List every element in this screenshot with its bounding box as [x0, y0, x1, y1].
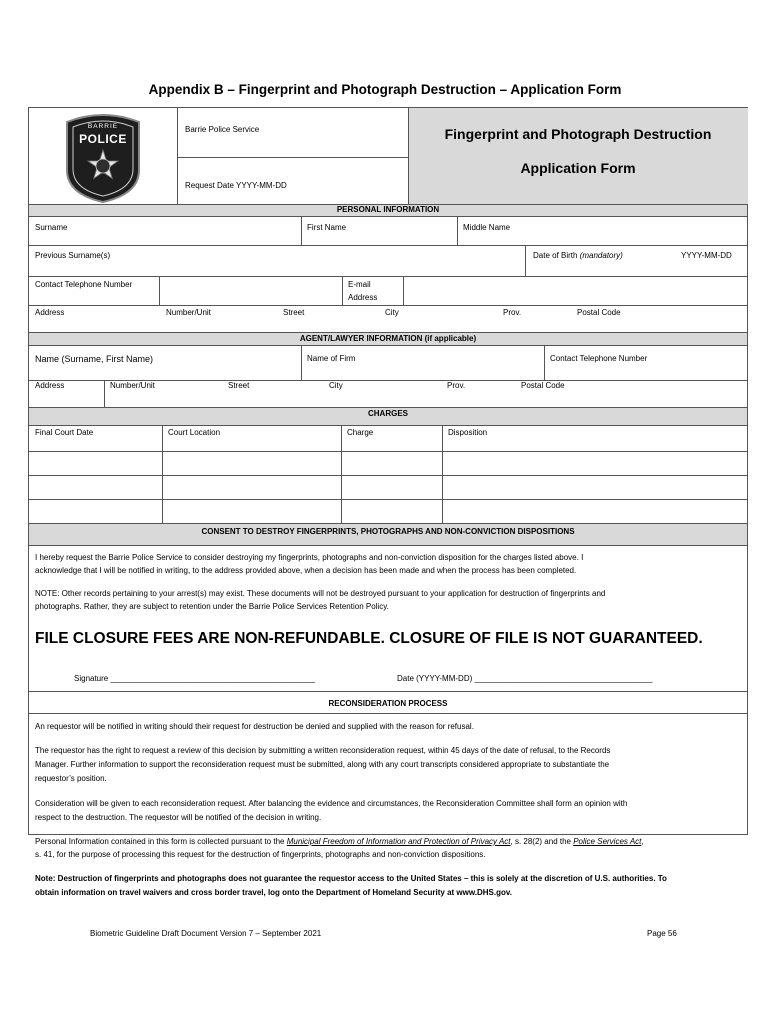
number-unit-label: Number/Unit: [166, 308, 211, 317]
privacy-text-1: Personal Information contained in this form is collected pursuant to the: [35, 837, 287, 846]
request-date-label: Request Date YYYY-MM-DD: [185, 181, 287, 190]
email-label-line2: Address: [348, 293, 378, 302]
postal-code-label: Postal Code: [577, 308, 621, 317]
email-label-line1[interactable]: E-mail: [348, 280, 371, 289]
service-name: Barrie Police Service: [185, 125, 260, 134]
signature-date-line[interactable]: Date (YYYY-MM-DD) ________________________________________: [397, 674, 653, 683]
reconsideration-p2-line3: requestor’s position.: [35, 774, 107, 783]
date-of-birth-label[interactable]: [533, 251, 623, 261]
agent-street-label: Street: [228, 381, 250, 390]
privacy-text-3: ,: [641, 837, 644, 846]
agent-name-label[interactable]: Name (Surname, First Name): [35, 354, 154, 364]
badge-main-text: POLICE: [79, 132, 127, 146]
police-services-act-link: Police Services Act: [573, 837, 642, 846]
note-paragraph-line2: photographs. Rather, they are subject to retention under the Barrie Police Services Retention Policy.: [35, 602, 389, 611]
final-court-date-column: Final Court Date: [35, 428, 94, 437]
middle-name-label[interactable]: Middle Name: [463, 223, 511, 232]
agent-prov-label: Prov.: [447, 381, 466, 390]
footer-page-number: Page 56: [647, 929, 677, 938]
badge-top-text: BARRIE: [87, 123, 119, 130]
first-name-label[interactable]: First Name: [307, 223, 347, 232]
fees-warning: FILE CLOSURE FEES ARE NON-REFUNDABLE. CLOSURE OF FILE IS NOT GUARANTEED.: [35, 630, 703, 647]
us-travel-note-line2: obtain information on travel waivers and cross border travel, log onto the Department of Homeland Security at www.DHS.gov.: [35, 888, 512, 897]
charges-row-2[interactable]: [29, 476, 747, 499]
reconsideration-p2-line1: The requestor has the right to request a review of this decision by submitting a written reconsideration request, within 45 days of the date of refusal, to the Records: [35, 746, 611, 755]
personal-info-heading: PERSONAL INFORMATION: [336, 205, 440, 214]
phone-label[interactable]: Contact Telephone Number: [35, 280, 133, 289]
form-title-line2: Application Form: [520, 160, 636, 176]
agent-address-label[interactable]: Address: [35, 381, 65, 390]
reconsideration-p3-line2: respect to the destruction. The requestor will be notified of the decision in writing.: [35, 813, 322, 822]
street-label: Street: [283, 308, 305, 317]
prov-label: Prov.: [503, 308, 522, 317]
footer-version: Biometric Guideline Draft Document Version 7 – September 2021: [90, 929, 322, 938]
dob-mandatory-note: (mandatory): [579, 251, 623, 260]
privacy-text-2: , s. 28(2) and the: [510, 837, 574, 846]
reconsideration-heading: RECONSIDERATION PROCESS: [328, 699, 448, 708]
court-location-column: Court Location: [168, 428, 221, 437]
reconsideration-p3-line1: Consideration will be given to each reconsideration request. After balancing the evidence and circumstances, the Reconsideration Committee shall form an opinion with: [35, 799, 628, 808]
signature-line[interactable]: Signature ______________________________________________: [74, 674, 316, 683]
form-title-line1: Fingerprint and Photograph Destruction: [444, 126, 712, 142]
charges-row-3[interactable]: [29, 500, 747, 523]
us-travel-note-line1: Note: Destruction of fingerprints and photographs does not guarantee the requestor access to the United States – this is solely at the discretion of U.S. authorities. To: [35, 874, 667, 883]
note-paragraph-line1: NOTE: Other records pertaining to your arrest(s) may exist. These documents will not be destroyed pursuant to your application for destruction of fingerprints and: [35, 589, 606, 598]
police-badge-logo: [59, 112, 147, 204]
agent-city-label: City: [329, 381, 343, 390]
reconsideration-p2-line2: Manager. Further information to support the reconsideration request must be submitted, along with any court transcripts considered appropriate to substantiate the: [35, 760, 610, 769]
previous-surnames-label[interactable]: Previous Surname(s): [35, 251, 111, 260]
disposition-column: Disposition: [448, 428, 488, 437]
agent-postal-label: Postal Code: [521, 381, 565, 390]
consent-paragraph-line2: acknowledge that I will be notified in writing, to the address provided above, when a decision has been made and when the process has been completed.: [35, 566, 577, 575]
consent-heading: CONSENT TO DESTROY FINGERPRINTS, PHOTOGRAPHS AND NON-CONVICTION DISPOSITIONS: [201, 527, 575, 536]
agent-number-unit-label: Number/Unit: [110, 381, 155, 390]
surname-label[interactable]: Surname: [35, 223, 68, 232]
privacy-statement-line2: s. 41, for the purpose of processing this request for the destruction of fingerprints, photographs and non-conviction dispositions.: [35, 850, 486, 859]
mfippa-act-link: Municipal Freedom of Information and Protection of Privacy Act: [286, 837, 511, 846]
firm-name-label[interactable]: Name of Firm: [307, 354, 356, 363]
consent-paragraph-line1: I hereby request the Barrie Police Service to consider destroying my fingerprints, photographs and non-conviction disposition for the charges listed above. I: [35, 553, 584, 562]
dob-format-label: YYYY-MM-DD: [681, 251, 732, 260]
reconsideration-p1: An requestor will be notified in writing should their request for destruction be denied and supplied with the reason for refusal.: [35, 722, 474, 731]
charges-heading: CHARGES: [367, 409, 408, 418]
charge-column: Charge: [347, 428, 374, 437]
city-label: City: [385, 308, 399, 317]
agent-info-heading: AGENT/LAWYER INFORMATION (if applicable): [299, 334, 477, 343]
form-title-box: [408, 108, 748, 204]
address-label[interactable]: Address: [35, 308, 65, 317]
privacy-statement-line1: [35, 835, 644, 848]
agent-phone-label[interactable]: Contact Telephone Number: [550, 354, 648, 363]
charges-row-1[interactable]: [29, 452, 747, 475]
dob-label-text: Date of Birth: [533, 251, 578, 260]
document-title: Appendix B – Fingerprint and Photograph Destruction – Application Form: [148, 82, 622, 97]
application-form: [28, 107, 748, 835]
